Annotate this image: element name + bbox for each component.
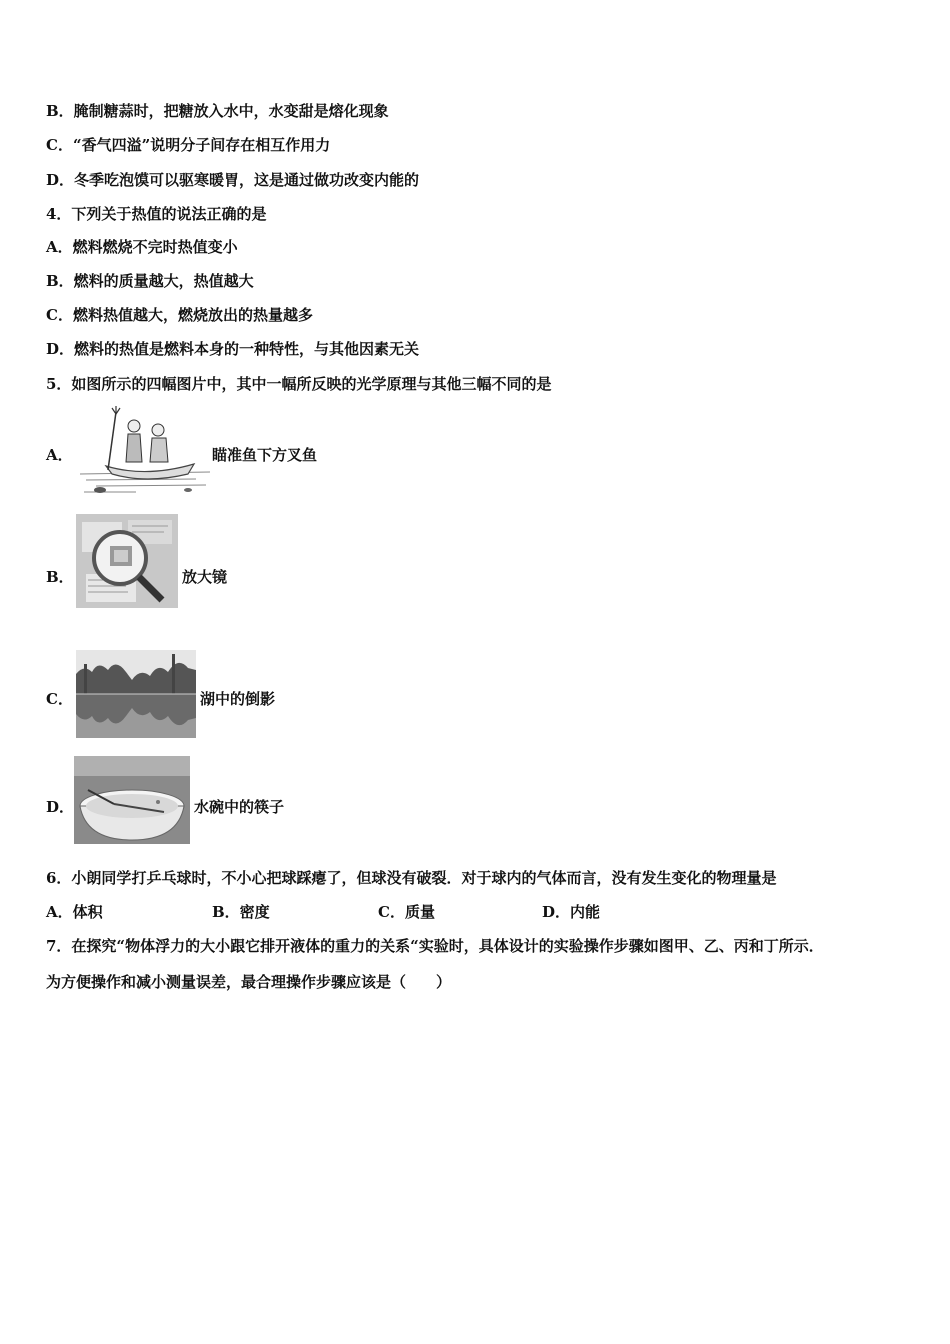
q5-option-b-caption: 放大镜 (182, 568, 228, 586)
q5-option-d-caption: 水碗中的筷子 (194, 798, 285, 816)
magnifier-image (76, 514, 178, 608)
q5-option-a-caption: 瞄准鱼下方叉鱼 (212, 446, 318, 464)
q4-stem: 4．下列关于热值的说法正确的是 (46, 205, 267, 223)
q6-stem: 6．小朗同学打乒乓球时，不小心把球踩瘪了，但球没有破裂．对于球内的气体而言，没有发生变化的物理量是 (46, 869, 777, 887)
q6-choice-d: D．内能 (542, 903, 601, 921)
q3-option-d: D．冬季吃泡馍可以驱寒暖胃，这是通过做功改变内能的 (46, 171, 420, 189)
q6-choice-c: C．质量 (378, 903, 435, 921)
q3-option-c: C．“香气四溢”说明分子间存在相互作用力 (46, 136, 331, 154)
q5-option-c-caption: 湖中的倒影 (200, 690, 276, 708)
q5-option-b-label: B． (46, 568, 74, 586)
bowl-chopsticks-image (74, 756, 190, 844)
spear-fishing-image (76, 404, 212, 496)
q6-choice-a: A．体积 (46, 903, 103, 921)
q4-option-a: A．燃料燃烧不完时热值变小 (46, 238, 238, 256)
q7-stem-line1: 7．在探究“物体浮力的大小跟它排开液体的重力的关系“实验时，具体设计的实验操作步骤如图甲、乙、丙和丁所示． (46, 937, 824, 955)
q4-option-b: B．燃料的质量越大，热值越大 (46, 272, 254, 290)
q4-option-c: C．燃料热值越大，燃烧放出的热量越多 (46, 306, 313, 324)
q5-option-d-label: D． (46, 798, 75, 816)
q5-option-c-label: C． (46, 690, 73, 708)
q5-stem: 5．如图所示的四幅图片中，其中一幅所反映的光学原理与其他三幅不同的是 (46, 375, 552, 393)
lake-reflection-image (76, 650, 196, 738)
q3-option-b: B．腌制糖蒜时，把糖放入水中，水变甜是熔化现象 (46, 102, 389, 120)
q4-option-d: D．燃料的热值是燃料本身的一种特性，与其他因素无关 (46, 340, 420, 358)
q5-option-a-label: A． (46, 446, 73, 464)
q6-choice-b: B．密度 (212, 903, 270, 921)
q7-stem-line2: 为方便操作和减小测量误差，最合理操作步骤应该是（ ） (46, 973, 452, 991)
